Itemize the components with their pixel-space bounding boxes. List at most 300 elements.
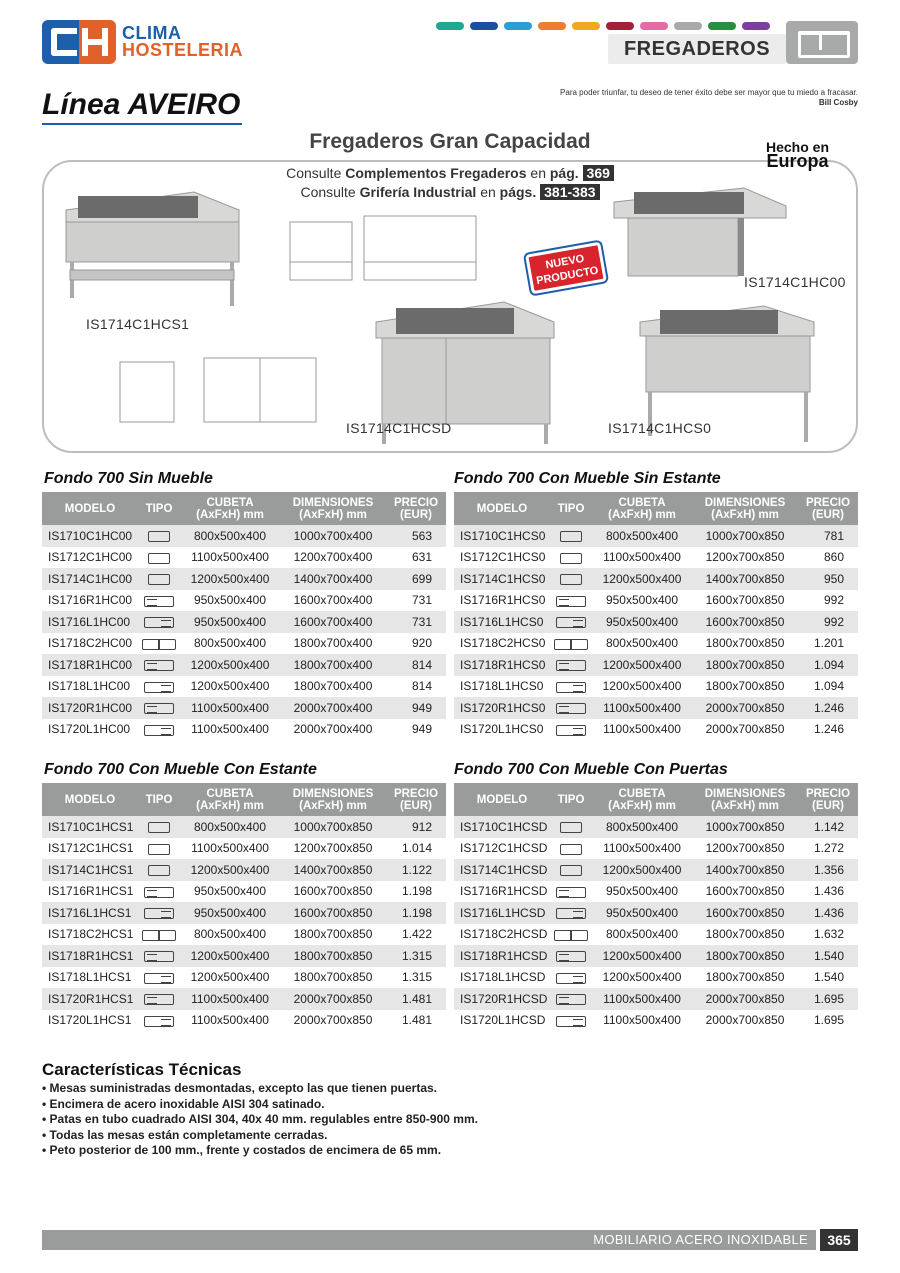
cell-dimensiones: 1800x700x850 — [293, 927, 373, 942]
cell-dimensiones: 1000x700x850 — [692, 816, 798, 838]
feature-item: • Peto posterior de 100 mm., frente y costados de encimera de 65 mm. — [42, 1143, 478, 1159]
cell-model: IS1710C1HCS0 — [454, 525, 550, 547]
table-row — [454, 611, 858, 633]
sink-type-icon — [560, 531, 582, 542]
new-product-badge: NUEVO PRODUCTO — [525, 242, 607, 295]
table-title-con-estante: Fondo 700 Con Mueble Con Estante — [44, 761, 317, 778]
sink-type-icon — [148, 865, 170, 876]
cell-price: 1.198 — [401, 884, 432, 899]
cell-model: IS1718L1HCS1 — [48, 970, 132, 985]
dimension-drawing-bottom — [120, 358, 316, 422]
cell-tipo — [138, 988, 180, 1010]
col-tipo: TIPO — [138, 492, 180, 525]
cell-model: IS1718L1HC00 — [48, 679, 131, 694]
table-header-row — [42, 492, 446, 525]
cell-cubeta: 1100x500x400 — [592, 988, 692, 1010]
cell-dimensiones: 2000x700x850 — [705, 1013, 785, 1028]
sink-type-icon — [556, 994, 586, 1005]
cell-dimensiones: 1000x700x400 — [280, 525, 386, 547]
cell-cubeta: 800x500x400 — [193, 927, 267, 942]
col-cubeta: CUBETA (AxFxH) mm — [592, 492, 692, 525]
color-swatch — [538, 22, 566, 30]
sink-type-icon — [144, 682, 174, 693]
col-cubeta: CUBETA (AxFxH) mm — [180, 492, 280, 525]
col-dimensiones: DIMENSIONES (AxFxH) mm — [280, 492, 386, 525]
cell-model: IS1712C1HCSD — [460, 841, 548, 856]
cell-dimensiones: 1200x700x850 — [705, 841, 785, 856]
cell-tipo — [138, 1010, 180, 1032]
sink-type-icon — [144, 908, 174, 919]
table-row — [454, 525, 858, 547]
table-row — [42, 568, 446, 590]
cell-cubeta: 1100x500x400 — [592, 697, 692, 719]
cell-tipo — [138, 945, 180, 967]
table-row — [42, 590, 446, 612]
cell-model: IS1720L1HCS1 — [48, 1013, 132, 1028]
cell-cubeta: 950x500x400 — [193, 593, 267, 608]
quote — [560, 88, 858, 108]
cell-price: 1.422 — [401, 927, 432, 942]
cell-tipo — [550, 881, 592, 903]
cell-tipo — [138, 633, 180, 655]
table-row — [454, 654, 858, 676]
sink-type-icon — [144, 994, 174, 1005]
cell-dimensiones: 1200x700x400 — [293, 550, 373, 565]
cell-cubeta: 1200x500x400 — [190, 970, 270, 985]
logo-mark-icon — [42, 20, 116, 64]
feature-item: • Todas las mesas están completamente cerradas. — [42, 1128, 478, 1144]
table-row — [42, 654, 446, 676]
cell-price: 992 — [823, 593, 844, 608]
sink-type-icon — [554, 639, 588, 650]
col-modelo: MODELO — [42, 492, 138, 525]
col-cubeta: CUBETA (AxFxH) mm — [180, 783, 280, 816]
cell-tipo — [550, 547, 592, 569]
cell-model: IS1720R1HCS0 — [454, 697, 550, 719]
cell-dimensiones: 1800x700x850 — [293, 970, 373, 985]
dimension-drawing-top — [290, 216, 476, 280]
table-row — [42, 633, 446, 655]
cell-dimensiones: 1400x700x850 — [692, 568, 798, 590]
table-row — [42, 838, 446, 860]
col-precio: PRECIO (EUR) — [798, 492, 858, 525]
cell-cubeta: 950x500x400 — [193, 884, 267, 899]
sink-type-icon — [144, 887, 174, 898]
cell-model: IS1710C1HCSD — [454, 816, 550, 838]
cell-tipo — [138, 590, 180, 612]
cell-dimensiones: 1800x700x850 — [705, 679, 785, 694]
cell-model: IS1716L1HCSD — [454, 902, 550, 924]
cell-dimensiones: 1000x700x850 — [280, 816, 386, 838]
cell-tipo — [550, 1010, 592, 1032]
cell-cubeta: 1100x500x400 — [603, 550, 681, 565]
cell-model: IS1718R1HCS0 — [454, 654, 550, 676]
cell-price: 1.201 — [813, 636, 844, 651]
sink-type-icon — [144, 617, 174, 628]
table-header-row — [42, 783, 446, 816]
cell-model: IS1714C1HCS1 — [42, 859, 138, 881]
made-in-europe-badge: Hecho en Europa — [766, 139, 830, 171]
feature-item: • Encimera de acero inoxidable AISI 304 satinado. — [42, 1097, 478, 1113]
cell-cubeta: 1100x500x400 — [191, 550, 269, 565]
sink-type-icon — [148, 844, 170, 855]
table-row — [454, 590, 858, 612]
table-row — [454, 633, 858, 655]
sink-type-icon — [560, 822, 582, 833]
color-swatch — [572, 22, 600, 30]
cell-cubeta: 1100x500x400 — [603, 841, 681, 856]
cell-price: 912 — [386, 816, 446, 838]
col-dimensiones: DIMENSIONES (AxFxH) mm — [280, 783, 386, 816]
sink-type-icon — [144, 951, 174, 962]
cell-price: 1.632 — [813, 927, 844, 942]
cell-model: IS1720L1HCS0 — [460, 722, 544, 737]
cell-price: 992 — [798, 611, 858, 633]
cell-dimensiones: 2000x700x400 — [293, 722, 373, 737]
sink-type-icon — [148, 553, 170, 564]
col-tipo: TIPO — [138, 783, 180, 816]
footer-section: MOBILIARIO ACERO INOXIDABLE — [42, 1230, 816, 1250]
cell-price: 1.315 — [401, 970, 432, 985]
sink-type-icon — [148, 822, 170, 833]
cell-tipo — [138, 902, 180, 924]
cell-tipo — [138, 676, 180, 698]
cell-price: 731 — [411, 593, 432, 608]
cell-tipo — [138, 924, 180, 946]
sink-type-icon — [144, 1016, 174, 1027]
cell-price: 1.540 — [798, 945, 858, 967]
cell-dimensiones: 1800x700x850 — [705, 927, 785, 942]
cell-model: IS1710C1HC00 — [42, 525, 138, 547]
table-row — [454, 568, 858, 590]
col-precio: PRECIO (EUR) — [798, 783, 858, 816]
cell-price: 1.481 — [386, 988, 446, 1010]
cell-cubeta: 1200x500x400 — [602, 679, 682, 694]
features-list — [42, 1081, 478, 1159]
sink-type-icon — [560, 574, 582, 585]
cell-price: 1.122 — [386, 859, 446, 881]
cell-cubeta: 800x500x400 — [180, 816, 280, 838]
cell-dimensiones: 1600x700x850 — [293, 884, 373, 899]
cell-model: IS1718R1HCSD — [454, 945, 550, 967]
table-row — [454, 859, 858, 881]
cell-cubeta: 1100x500x400 — [191, 722, 269, 737]
cell-cubeta: 800x500x400 — [592, 525, 692, 547]
cell-cubeta: 800x500x400 — [605, 927, 679, 942]
table-row — [42, 697, 446, 719]
table-row — [42, 924, 446, 946]
cell-model: IS1718C2HCS0 — [460, 636, 546, 651]
table-row — [42, 547, 446, 569]
cell-dimensiones: 2000x700x850 — [293, 1013, 373, 1028]
cell-dimensiones: 2000x700x850 — [705, 722, 785, 737]
table-row — [42, 611, 446, 633]
cell-dimensiones: 1000x700x850 — [692, 525, 798, 547]
cell-model: IS1716L1HC00 — [42, 611, 138, 633]
cell-price: 920 — [411, 636, 432, 651]
sink-type-icon — [142, 639, 176, 650]
cell-model: IS1716R1HCS0 — [460, 593, 546, 608]
sink-type-icon — [560, 865, 582, 876]
cell-cubeta: 1100x500x400 — [180, 988, 280, 1010]
cell-model: IS1716R1HC00 — [48, 593, 133, 608]
sink-type-icon — [556, 973, 586, 984]
cell-tipo — [138, 568, 180, 590]
cell-dimensiones: 1800x700x400 — [293, 636, 373, 651]
table-row — [42, 719, 446, 741]
cell-model: IS1720L1HC00 — [48, 722, 131, 737]
cell-cubeta: 1100x500x400 — [191, 841, 269, 856]
ref-pages-link[interactable]: 381-383 — [540, 184, 599, 200]
cell-cubeta: 950x500x400 — [605, 593, 679, 608]
cell-dimensiones: 2000x700x400 — [280, 697, 386, 719]
page-number: 365 — [820, 1229, 858, 1251]
col-tipo: TIPO — [550, 492, 592, 525]
col-tipo: TIPO — [550, 783, 592, 816]
cell-tipo — [550, 816, 592, 838]
cell-tipo — [550, 654, 592, 676]
cell-dimensiones: 1800x700x400 — [280, 654, 386, 676]
cell-cubeta: 800x500x400 — [180, 525, 280, 547]
cell-tipo — [550, 988, 592, 1010]
cell-model: IS1714C1HCSD — [454, 859, 550, 881]
cell-model: IS1718L1HCS0 — [460, 679, 544, 694]
ref-complementos: Consulte Complementos Fregaderos en pág. 369 — [0, 164, 900, 183]
sink-type-icon — [556, 951, 586, 962]
cell-dimensiones: 1600x700x850 — [692, 902, 798, 924]
cell-model: IS1718L1HCSD — [460, 970, 546, 985]
col-modelo: MODELO — [42, 783, 138, 816]
hero-title: Fregaderos Gran Capacidad — [309, 130, 591, 153]
cell-cubeta: 950x500x400 — [605, 884, 679, 899]
table-row — [454, 697, 858, 719]
cell-price: 781 — [798, 525, 858, 547]
table-row — [42, 967, 446, 989]
color-swatch — [640, 22, 668, 30]
cell-cubeta: 800x500x400 — [605, 636, 679, 651]
cell-price: 563 — [386, 525, 446, 547]
cell-cubeta: 1200x500x400 — [592, 945, 692, 967]
cell-tipo — [550, 568, 592, 590]
ref-page-link[interactable]: 369 — [583, 165, 614, 181]
cell-dimensiones: 1600x700x400 — [280, 611, 386, 633]
cell-price: 1.014 — [401, 841, 432, 856]
cell-price: 1.094 — [813, 679, 844, 694]
table-row — [454, 967, 858, 989]
cell-tipo — [550, 525, 592, 547]
table-sin-estante — [454, 492, 858, 740]
cell-model: IS1714C1HCS0 — [454, 568, 550, 590]
logo-line1: CLIMA — [122, 23, 182, 43]
cell-price: 1.198 — [386, 902, 446, 924]
cell-cubeta: 1100x500x400 — [180, 697, 280, 719]
cell-cubeta: 1200x500x400 — [180, 654, 280, 676]
table-row — [454, 676, 858, 698]
cell-model: IS1718C2HCS1 — [48, 927, 134, 942]
cell-tipo — [138, 881, 180, 903]
cell-tipo — [138, 547, 180, 569]
cell-cubeta: 950x500x400 — [180, 611, 280, 633]
cell-model: IS1710C1HCS1 — [42, 816, 138, 838]
sink-type-icon — [556, 660, 586, 671]
cell-tipo — [138, 697, 180, 719]
cell-price: 950 — [798, 568, 858, 590]
cell-dimensiones: 2000x700x850 — [280, 988, 386, 1010]
cell-dimensiones: 1800x700x400 — [293, 679, 373, 694]
sink-type-icon — [144, 596, 174, 607]
table-row — [454, 988, 858, 1010]
page-title: Línea AVEIRO — [42, 88, 241, 121]
cell-price: 1.272 — [813, 841, 844, 856]
cell-tipo — [138, 816, 180, 838]
quote-text: Para poder triunfar, tu deseo de tener éxito debe ser mayor que tu miedo a fracasar. — [560, 88, 858, 97]
col-cubeta: CUBETA (AxFxH) mm — [592, 783, 692, 816]
cell-model: IS1712C1HC00 — [48, 550, 133, 565]
sink-type-icon — [556, 682, 586, 693]
sink-type-icon — [144, 660, 174, 671]
sink-type-icon — [554, 930, 588, 941]
cell-cubeta: 950x500x400 — [180, 902, 280, 924]
cell-tipo — [550, 967, 592, 989]
cell-price: 1.481 — [401, 1013, 432, 1028]
table-row — [42, 525, 446, 547]
cell-price: 1.695 — [813, 1013, 844, 1028]
cell-cubeta: 1200x500x400 — [602, 970, 682, 985]
cell-cubeta: 1100x500x400 — [191, 1013, 269, 1028]
cell-dimensiones: 1600x700x850 — [705, 884, 785, 899]
cell-cubeta: 1200x500x400 — [592, 568, 692, 590]
col-precio: PRECIO (EUR) — [386, 492, 446, 525]
table-header-row — [454, 783, 858, 816]
table-row — [454, 838, 858, 860]
sink-type-icon — [144, 725, 174, 736]
sink-type-icon — [142, 930, 176, 941]
cell-model: IS1720R1HCSD — [454, 988, 550, 1010]
sink-type-icon — [556, 908, 586, 919]
cell-price: 1.246 — [813, 722, 844, 737]
cell-tipo — [550, 945, 592, 967]
color-swatch — [436, 22, 464, 30]
cell-dimensiones: 1200x700x850 — [293, 841, 373, 856]
cell-dimensiones: 1800x700x850 — [692, 654, 798, 676]
cell-cubeta: 1200x500x400 — [592, 859, 692, 881]
cell-model: IS1716R1HCS1 — [48, 884, 134, 899]
cell-tipo — [550, 611, 592, 633]
cell-tipo — [138, 967, 180, 989]
sink-type-icon — [560, 553, 582, 564]
cell-model: IS1718C2HC00 — [48, 636, 133, 651]
cell-model: IS1720R1HC00 — [42, 697, 138, 719]
table-row — [454, 945, 858, 967]
cell-dimensiones: 1800x700x850 — [692, 945, 798, 967]
cell-cubeta: 1200x500x400 — [180, 859, 280, 881]
cell-cubeta: 1100x500x400 — [603, 722, 681, 737]
sink-type-icon — [560, 844, 582, 855]
cell-price: 949 — [386, 697, 446, 719]
cell-tipo — [138, 611, 180, 633]
cell-price: 699 — [386, 568, 446, 590]
table-row — [42, 988, 446, 1010]
table-row — [454, 547, 858, 569]
cell-tipo — [138, 654, 180, 676]
hero-panel — [42, 160, 858, 453]
cell-model: IS1718R1HCS1 — [42, 945, 138, 967]
sink-type-icon — [148, 531, 170, 542]
sink-type-icon — [556, 596, 586, 607]
cell-tipo — [550, 590, 592, 612]
table-sin-mueble — [42, 492, 446, 740]
color-swatch — [708, 22, 736, 30]
table-row — [42, 902, 446, 924]
cell-tipo — [550, 859, 592, 881]
cell-price: 814 — [411, 679, 432, 694]
quote-author: Bill Cosby — [818, 98, 858, 107]
sink-type-icon — [144, 973, 174, 984]
table-row — [42, 945, 446, 967]
table-row — [454, 816, 858, 838]
cell-tipo — [138, 859, 180, 881]
table-con-estante — [42, 783, 446, 1031]
cell-price: 1.142 — [798, 816, 858, 838]
ref-griferia: Consulte Grifería Industrial en págs. 381-383 — [0, 183, 900, 202]
cell-tipo — [550, 697, 592, 719]
cell-dimensiones: 1600x700x850 — [705, 593, 785, 608]
cell-model: IS1720L1HCSD — [460, 1013, 546, 1028]
sink-type-icon — [556, 617, 586, 628]
cell-tipo — [550, 924, 592, 946]
sink-icon — [786, 21, 858, 64]
cell-model: IS1720R1HCS1 — [42, 988, 138, 1010]
table-row — [454, 902, 858, 924]
cell-dimensiones: 2000x700x850 — [692, 988, 798, 1010]
table-row — [42, 676, 446, 698]
table-row — [454, 881, 858, 903]
label-hcs1: IS1714C1HCS1 — [86, 316, 190, 332]
cell-model: IS1712C1HCS1 — [48, 841, 134, 856]
cell-dimensiones: 1800x700x850 — [280, 945, 386, 967]
cell-price: 1.695 — [798, 988, 858, 1010]
logo-line2: HOSTELERIA — [122, 40, 244, 60]
cell-tipo — [550, 719, 592, 741]
cell-price: 1.540 — [813, 970, 844, 985]
table-row — [42, 816, 446, 838]
sink-type-icon — [556, 887, 586, 898]
feature-item: • Patas en tubo cuadrado AISI 304, 40x 40 mm. regulables entre 850-900 mm. — [42, 1112, 478, 1128]
cell-tipo — [550, 838, 592, 860]
cell-model: IS1718C2HCSD — [460, 927, 548, 942]
cell-dimensiones: 1600x700x400 — [293, 593, 373, 608]
table-title-sin-estante: Fondo 700 Con Mueble Sin Estante — [454, 470, 721, 487]
cell-dimensiones: 1600x700x850 — [692, 611, 798, 633]
cell-cubeta: 800x500x400 — [592, 816, 692, 838]
table-header-row — [454, 492, 858, 525]
cell-tipo — [550, 676, 592, 698]
cell-model: IS1716L1HCS0 — [454, 611, 550, 633]
table-row — [42, 1010, 446, 1032]
cell-cubeta: 1100x500x400 — [603, 1013, 681, 1028]
cell-model: IS1716L1HCS1 — [42, 902, 138, 924]
color-swatch — [470, 22, 498, 30]
category-title: FREGADEROS — [608, 34, 786, 64]
sink-type-icon — [556, 703, 586, 714]
cell-dimensiones: 1400x700x400 — [280, 568, 386, 590]
cell-price: 949 — [411, 722, 432, 737]
cell-price: 631 — [411, 550, 432, 565]
cell-cubeta: 1200x500x400 — [592, 654, 692, 676]
label-hcs0: IS1714C1HCS0 — [608, 420, 712, 436]
references — [0, 164, 900, 202]
table-row — [454, 719, 858, 741]
